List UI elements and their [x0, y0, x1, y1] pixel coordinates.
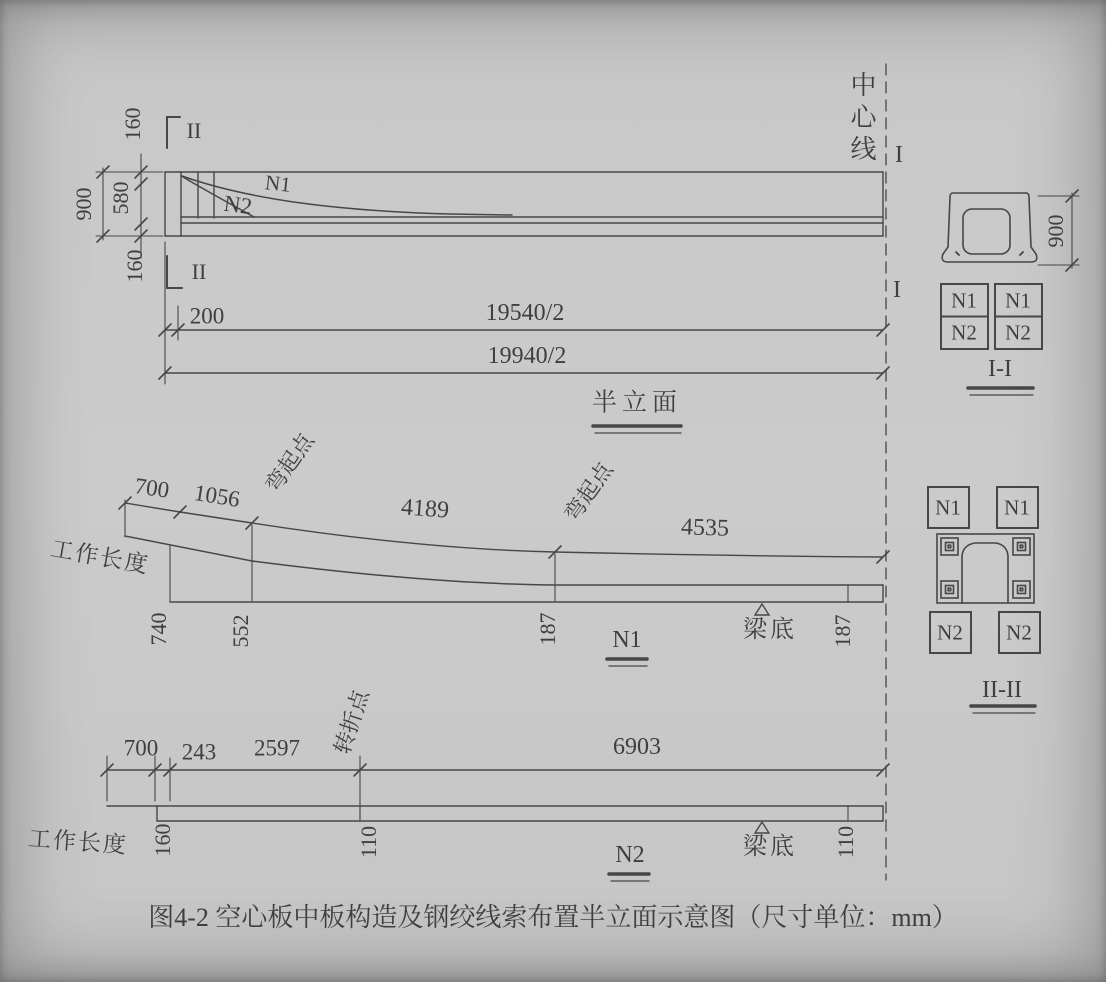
- cut-mark-i-top: I: [895, 142, 903, 168]
- n1-ord-187-mid: 187: [535, 612, 560, 646]
- n1-profile-lines: [125, 500, 883, 615]
- n1-tendon: [125, 536, 883, 585]
- n2-beam-bottom-triangle: [755, 822, 769, 833]
- section-iiii-label-underline: [971, 706, 1035, 713]
- figure-caption: 图4-2 空心板中板构造及钢绞线索布置半立面示意图（尺寸单位：mm）: [148, 903, 958, 932]
- section-ii-cell-n2-left: N2: [951, 320, 977, 345]
- n1-beam-bottom-triangle: [755, 604, 769, 615]
- cut-bracket-bottom: [167, 256, 182, 288]
- section-iiii-n2-left: N2: [937, 620, 963, 645]
- n2-dim-243: 243: [181, 739, 217, 765]
- centerline-label: 中心线: [847, 71, 876, 167]
- n2-dim-2597: 2597: [254, 735, 300, 761]
- section-iiii-n1-right: N1: [1004, 495, 1030, 520]
- n2-ord-160: 160: [150, 823, 175, 857]
- section-cut-brackets: [167, 117, 182, 288]
- section-ii-cell-n1-left: N1: [951, 288, 977, 313]
- n1-profile-label: N1: [612, 627, 642, 653]
- section-ii-cell-n2-right: N2: [1005, 320, 1031, 345]
- section-ii-shape: [942, 193, 1037, 262]
- dim-160-top: 160: [120, 107, 145, 141]
- n2-beam-bottom-label: 梁底: [743, 834, 797, 860]
- n1-dim-4535: 4535: [680, 514, 730, 542]
- n1-dim-4189: 4189: [400, 494, 450, 524]
- section-ii-dim-900: 900: [1043, 214, 1068, 248]
- cut-mark-i-bottom: I: [893, 277, 901, 303]
- section-ii-label: I-I: [988, 356, 1012, 382]
- n1-label-underline: [607, 659, 647, 666]
- n2-ord-110-mid: 110: [356, 825, 381, 859]
- dim-900: 900: [71, 187, 96, 221]
- n2-dim-700: 700: [123, 735, 159, 761]
- title-underline: [593, 426, 681, 433]
- n1-dim-700: 700: [133, 473, 171, 503]
- cut-mark-ii-bottom: II: [191, 259, 207, 284]
- dim-19940-2: 19940/2: [487, 343, 567, 369]
- section-iiii-label: II-II: [982, 677, 1022, 703]
- section-iiii-n1-left: N1: [935, 495, 961, 520]
- section-ii-cell-n1-right: N1: [1005, 288, 1031, 313]
- n1-work-length-label: 工作长度: [48, 536, 152, 578]
- dim-160-bottom: 160: [122, 249, 147, 283]
- n2-ord-110-end: 110: [833, 825, 858, 859]
- section-iiii-block: [937, 534, 1034, 603]
- dim-200: 200: [189, 303, 225, 329]
- n1-ord-187-end: 187: [830, 614, 855, 648]
- n2-profile-label: N2: [615, 842, 645, 868]
- n1-dim-1056: 1056: [192, 480, 242, 512]
- cut-bracket-top: [167, 117, 180, 148]
- n2-work-length-label: 工作长度: [27, 826, 129, 858]
- n2-turn-point-label: 转折点: [329, 686, 374, 758]
- n2-dim-6903: 6903: [613, 734, 661, 760]
- elevation-n1-label: N1: [264, 170, 293, 197]
- n1-bend-point-2-label: 弯起点: [559, 457, 618, 526]
- n1-bend-point-1-label: 弯起点: [260, 428, 319, 497]
- n1-ord-552: 552: [228, 614, 253, 648]
- section-ii-label-underline: [968, 388, 1033, 395]
- n2-label-underline: [609, 874, 649, 881]
- n2-profile-lines: [107, 756, 883, 833]
- elevation-title: 半立面: [591, 389, 683, 417]
- section-iiii-n2-right: N2: [1006, 620, 1032, 645]
- dim-19540-2: 19540/2: [485, 300, 565, 326]
- cut-mark-ii-top: II: [186, 118, 202, 143]
- n1-beam-bottom-label: 梁底: [743, 617, 797, 643]
- elevation-n2-label: N2: [222, 190, 254, 220]
- dim-580: 580: [108, 181, 133, 215]
- n1-ord-740: 740: [146, 612, 171, 646]
